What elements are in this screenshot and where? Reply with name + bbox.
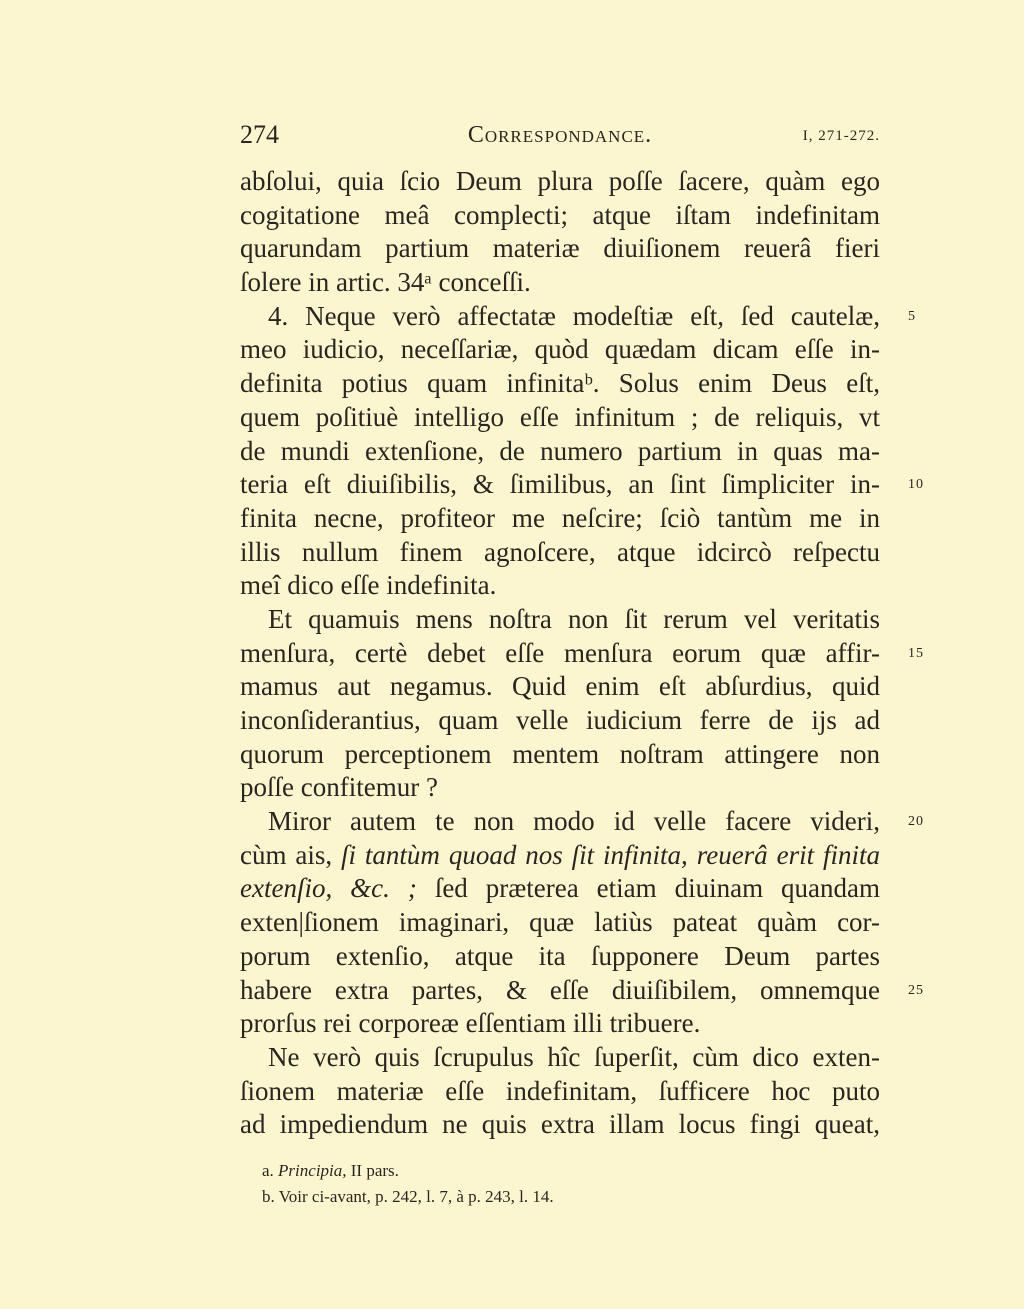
line-number: 15: [908, 645, 924, 661]
text-line: cùm ais, ſi tantùm quoad nos ſit infinita, reuerâ erit finita: [240, 839, 880, 870]
text-line: porum extenſio, atque ita ſupponere Deum partes: [240, 940, 880, 971]
text-line: mamus aut negamus. Quid enim eſt abſurdius, quid: [240, 671, 880, 702]
text-line: 4. Neque verò affectatæ modeſtiæ eſt, ſed cautelæ, 5: [240, 300, 880, 334]
page-number: 274: [240, 120, 279, 149]
page-header: [240, 120, 880, 152]
text-line: illis nullum finem agnoſcere, atque idcircò reſpectu: [240, 536, 880, 567]
text-line: ſolere in artic. 34ᵃ conceſſi.: [240, 267, 531, 298]
text-line: teria eſt diuiſibilis, & ſimilibus, an ſint ſimpliciter in- 10: [240, 468, 880, 502]
text-line: quarundam partium materiæ diuiſionem reuerâ fieri: [240, 233, 880, 264]
line-number: 20: [908, 814, 924, 830]
text-line: prorſus rei corporeæ eſſentiam illi tribuere.: [240, 1008, 701, 1039]
text-line: meî dico eſſe indefinita.: [240, 570, 497, 601]
italic-quote: extenſio, &c. ;: [240, 873, 417, 904]
text-line: quem poſitiuè intelligo eſſe infinitum ; de reliquis, vt: [240, 401, 880, 432]
text-line: ad impediendum ne quis extra illam locus fingi queat,: [240, 1109, 880, 1140]
text-line: cogitatione meâ complecti; atque iſtam indefinitam: [240, 199, 880, 230]
body-text: [240, 165, 924, 1142]
text-line: poſſe confitemur ?: [240, 772, 438, 803]
text-line: ſionem materiæ eſſe indefinitam, ſufficere hoc puto: [240, 1075, 880, 1106]
text-line: exten|ſionem imaginari, quæ latiùs pateat quàm cor-: [240, 907, 880, 938]
footnote-a: a. Principia, II pars.: [262, 1161, 399, 1180]
text-line: Et quamuis mens noſtra non ſit rerum vel veritatis: [268, 603, 880, 634]
text-line: extenſio, &c. ; ſed præterea etiam diuinam quandam: [240, 873, 881, 904]
text-line: abſolui, quia ſcio Deum plura poſſe ſacere, quàm ego: [240, 166, 880, 196]
text-line: quorum perceptionem mentem noſtram attingere non: [240, 738, 880, 769]
text-line: inconſiderantius, quam velle iudicium ferre de ijs ad: [240, 705, 880, 735]
text-line: Ne verò quis ſcrupulus hîc ſuperſit, cùm dico exten-: [268, 1041, 880, 1072]
text-line: definita potius quam infinitaᵇ. Solus enim Deus eſt,: [240, 368, 880, 399]
footnote-b: b. Voir ci-avant, p. 242, l. 7, à p. 243, l. 14.: [262, 1187, 554, 1206]
text-line: habere extra partes, & eſſe diuiſibilem, omnemque 25: [240, 974, 880, 1008]
text-line: finita necne, profiteor me neſcire; ſciò tantùm me in: [240, 502, 880, 533]
running-title: Correspondance.: [467, 122, 653, 148]
text-line: menſura, certè debet eſſe menſura eorum quæ affir- 15: [240, 637, 880, 671]
italic-quote: ſi tantùm quoad nos ſit infinita, reuerâ erit finita: [341, 839, 880, 870]
line-number: 25: [908, 982, 924, 998]
line-number: 5: [908, 308, 916, 324]
text-line: meo iudicio, neceſſariæ, quòd quædam dicam eſſe in-: [240, 334, 880, 365]
text-line: de mundi extenſione, de numero partium in quas ma-: [240, 435, 880, 466]
footnotes: [262, 1158, 862, 1210]
text-line: Miror autem te non modo id velle facere videri, 20: [240, 805, 880, 839]
page-range: I, 271-272.: [802, 128, 880, 144]
line-number: 10: [908, 477, 924, 493]
